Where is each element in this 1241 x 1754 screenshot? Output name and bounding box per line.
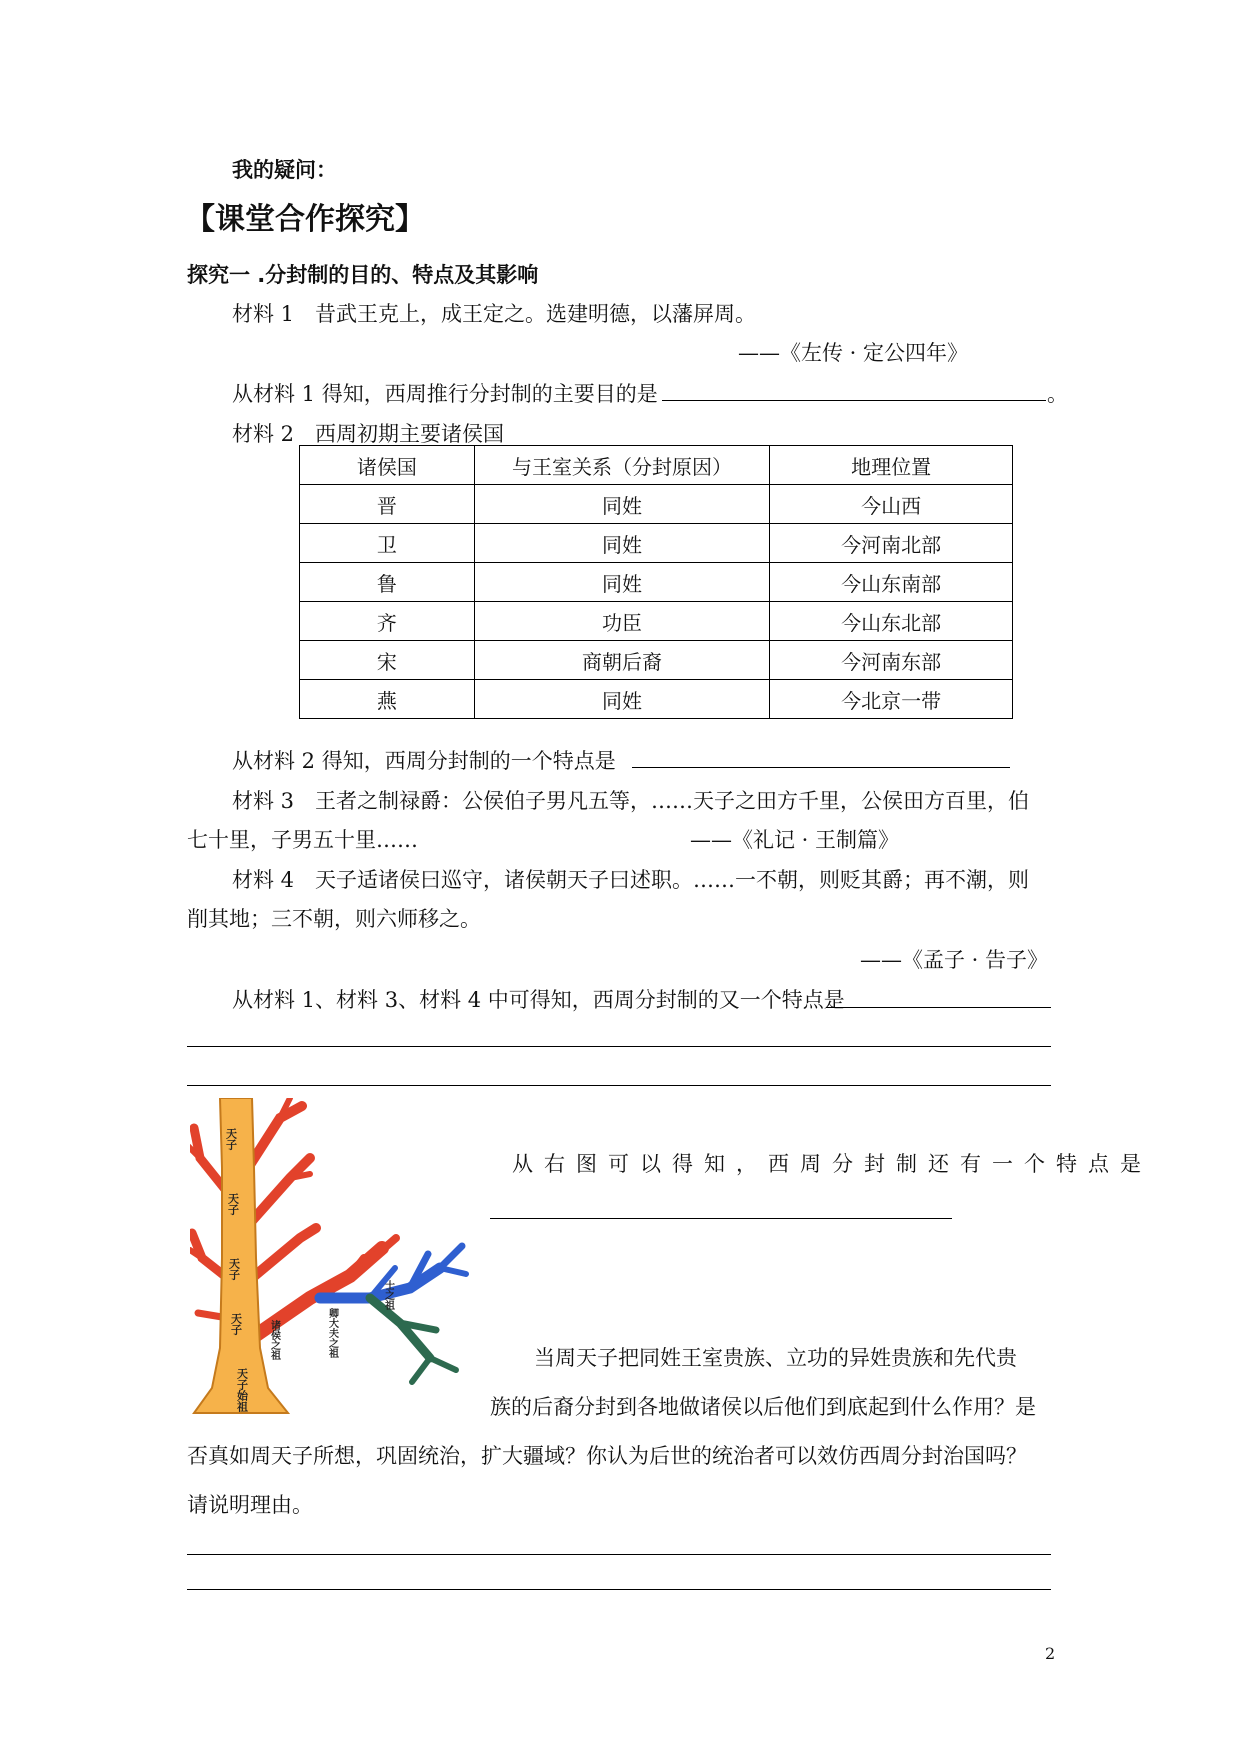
cell-location: 今山东南部 [770,563,1013,602]
cell-relation: 商朝后裔 [474,641,770,680]
cell-relation: 同姓 [474,485,770,524]
material4-line2: 削其地；三不朝，则六师移之。 [187,907,481,931]
clan-tree-illustration [190,1098,470,1418]
cell-state: 燕 [300,680,475,719]
cell-relation: 同姓 [474,563,770,602]
cell-relation: 功臣 [474,602,770,641]
answer-line-3[interactable] [826,1007,1051,1008]
table-row [300,485,1013,524]
trunk-label: 天子 [224,1128,238,1150]
question3: 从材料 1、材料 3、材料 4 中可得知，西周分封制的又一个特点是 [232,988,845,1012]
cell-location: 今山西 [770,485,1013,524]
question5-line1: 当周天子把同姓王室贵族、立功的异姓贵族和先代贵 [534,1346,1017,1370]
table-row [300,563,1013,602]
answer-line-1[interactable] [662,400,1046,401]
material4-line1: 材料 4 天子适诸侯曰巡守，诸侯朝天子曰述职。……一不朝，则贬其爵；再不潮，则 [232,868,1030,892]
table-row [300,524,1013,563]
answer-line-8[interactable] [187,1589,1051,1590]
question5-line4: 请说明理由。 [187,1493,313,1517]
material2-question: 从材料 2 得知，西周分封制的一个特点是 [232,749,616,773]
cell-location: 今河南北部 [770,524,1013,563]
trunk-label: 天子 [229,1313,243,1335]
branch-label-scholar: 士之祖 [382,1280,394,1310]
cell-relation: 同姓 [474,680,770,719]
table-row [300,602,1013,641]
cell-relation: 同姓 [474,524,770,563]
cell-location: 今山东北部 [770,602,1013,641]
answer-line-2[interactable] [632,767,1010,768]
cell-location: 今北京一带 [770,680,1013,719]
table-row [300,680,1013,719]
answer-line-7[interactable] [187,1554,1051,1555]
trunk-label: 天子 [226,1193,240,1215]
green-branches [370,1298,456,1382]
trunk-label: 天子 [227,1258,241,1280]
header-location: 地理位置 [770,446,1013,485]
section-title: 【课堂合作探究】 [185,202,425,237]
answer-line-6[interactable] [490,1218,952,1219]
question5-line3: 否真如周天子所想，巩固统治，扩大疆域？你认为后世的统治者可以效仿西周分封治国吗？ [187,1444,1027,1468]
cell-state: 宋 [300,641,475,680]
material1-end: 。 [1047,382,1068,406]
cell-state: 卫 [300,524,475,563]
page-number: 2 [1045,1644,1056,1663]
material2-caption: 材料 2 西周初期主要诸侯国 [232,422,505,446]
question5-line2: 族的后裔分封到各地做诸侯以后他们到底起到什么作用？是 [490,1395,1036,1419]
header-relation: 与王室关系（分封原因） [474,446,770,485]
header-state: 诸侯国 [300,446,475,485]
branch-label-lord: 诸侯之祖 [268,1320,280,1360]
table-row [300,641,1013,680]
material3-line2: 七十里，子男五十里…… [187,828,418,852]
cell-state: 鲁 [300,563,475,602]
branch-label-minister: 卿大夫之祖 [326,1308,338,1358]
question4: 从右图可以得知，西周分封制还有一个特点是 [512,1152,1152,1176]
table-header-row [300,446,1013,485]
my-question-label: 我的疑问： [232,158,337,182]
material1-source: ——《左传 · 定公四年》 [738,341,969,365]
answer-line-5[interactable] [187,1085,1051,1086]
material1-text: 材料 1 昔武王克上，成王定之。选建明德，以藩屏周。 [232,302,757,326]
material1-question: 从材料 1 得知，西周推行分封制的主要目的是 [232,382,658,406]
cell-location: 今河南东部 [770,641,1013,680]
cell-state: 晋 [300,485,475,524]
lords-table [299,445,1013,719]
trunk-label: 天子始祖 [235,1368,249,1412]
material3-line1: 材料 3 王者之制禄爵：公侯伯子男凡五等，……天子之田方千里，公侯田方百里，伯 [232,789,1030,813]
material3-source: ——《礼记 · 王制篇》 [690,828,900,852]
inquiry-title: 探究一 .分封制的目的、特点及其影响 [187,263,539,287]
material4-source: ——《孟子 · 告子》 [860,948,1049,972]
cell-state: 齐 [300,602,475,641]
answer-line-4[interactable] [187,1046,1051,1047]
